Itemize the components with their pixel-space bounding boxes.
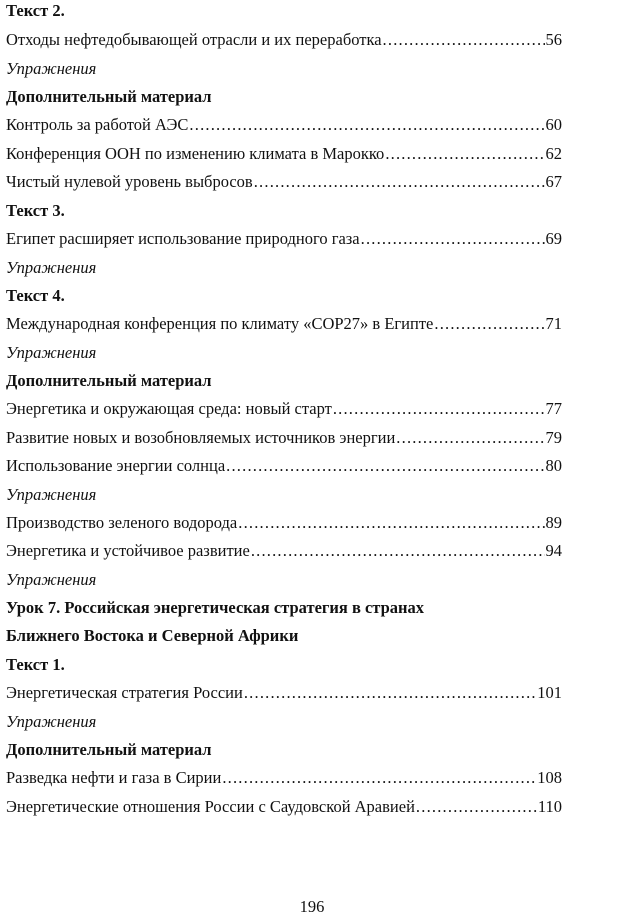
toc-heading: Дополнительный материал: [6, 371, 212, 390]
toc-entry: [6, 143, 562, 165]
toc-entry-page: 62: [545, 144, 562, 163]
dot-leader: [226, 455, 544, 477]
toc-entry-page: 80: [545, 456, 562, 475]
toc-entry-title: Производство зеленого водорода: [6, 513, 238, 532]
toc-exercises: Упражнения: [6, 485, 97, 504]
toc-heading: Текст 2.: [6, 1, 65, 20]
toc-entry-title: Использование энергии солнца: [6, 456, 226, 475]
toc-entry-page: 60: [545, 115, 562, 134]
toc-entry: [6, 455, 562, 477]
toc-entry-title: Развитие новых и возобновляемых источников энергии: [6, 428, 396, 447]
toc-heading: Текст 3.: [6, 201, 65, 220]
toc-heading: Дополнительный материал: [6, 740, 212, 759]
toc-entry: [6, 228, 562, 250]
toc-lesson-heading: Ближнего Востока и Северной Африки: [6, 626, 299, 645]
toc-heading: Дополнительный материал: [6, 87, 212, 106]
dot-leader: [333, 398, 545, 420]
toc-exercises: Упражнения: [6, 258, 97, 277]
toc-entry: [6, 682, 562, 704]
toc-entry-page: 56: [545, 30, 562, 49]
toc-entry: [6, 540, 562, 562]
toc-entry-title: Конференция ООН по изменению климата в Марокко: [6, 144, 385, 163]
toc-entry-page: 101: [537, 683, 562, 702]
toc-entry-page: 108: [537, 768, 562, 787]
dot-leader: [238, 512, 544, 534]
toc-heading: Текст 4.: [6, 286, 65, 305]
toc-entry: [6, 313, 562, 335]
toc-entry-title: Египет расширяет использование природного газа: [6, 229, 360, 248]
toc-exercises: Упражнения: [6, 59, 97, 78]
dot-leader: [434, 313, 544, 335]
toc-entry: [6, 427, 562, 449]
dot-leader: [383, 29, 545, 51]
dot-leader: [222, 767, 536, 789]
toc-entry-page: 77: [545, 399, 562, 418]
toc-entry-page: 110: [537, 797, 562, 816]
toc-exercises: Упражнения: [6, 343, 97, 362]
toc-entry-page: 94: [545, 541, 562, 560]
toc-entry-page: 69: [545, 229, 562, 248]
dot-leader: [189, 114, 544, 136]
toc-entry: [6, 512, 562, 534]
toc-entry: [6, 796, 562, 818]
dot-leader: [416, 796, 537, 818]
dot-leader: [254, 171, 545, 193]
toc-entry-title: Разведка нефти и газа в Сирии: [6, 768, 222, 787]
toc-entry: [6, 171, 562, 193]
toc-heading: Текст 1.: [6, 655, 65, 674]
toc-entry-page: 67: [545, 172, 562, 191]
toc-entry-page: 89: [545, 513, 562, 532]
toc-entry-title: Международная конференция по климату «COP27» в Египте: [6, 314, 434, 333]
toc-entry-title: Энергетика и устойчивое развитие: [6, 541, 250, 560]
toc-lesson-heading: Урок 7. Российская энергетическая стратегия в странах: [6, 598, 425, 617]
dot-leader: [244, 682, 536, 704]
toc-entry-title: Чистый нулевой уровень выбросов: [6, 172, 253, 191]
toc-exercises: Упражнения: [6, 570, 97, 589]
dot-leader: [361, 228, 545, 250]
toc-entry: [6, 29, 562, 51]
toc-entry-title: Энергетическая стратегия России: [6, 683, 243, 702]
page-number: 196: [299, 897, 325, 916]
toc-entry-title: Энергетика и окружающая среда: новый старт: [6, 399, 332, 418]
toc-entry-title: Контроль за работой АЭС: [6, 115, 189, 134]
dot-leader: [251, 540, 545, 562]
toc-entry-page: 71: [545, 314, 562, 333]
toc-entry: [6, 398, 562, 420]
toc-entry-title: Отходы нефтедобывающей отрасли и их переработка: [6, 30, 382, 49]
toc-entry: [6, 767, 562, 789]
toc-exercises: Упражнения: [6, 712, 97, 731]
toc-entry-title: Энергетические отношения России с Саудовской Аравией: [6, 797, 415, 816]
dot-leader: [385, 143, 544, 165]
dot-leader: [396, 427, 544, 449]
toc-entry-page: 79: [545, 428, 562, 447]
toc-entry: [6, 114, 562, 136]
